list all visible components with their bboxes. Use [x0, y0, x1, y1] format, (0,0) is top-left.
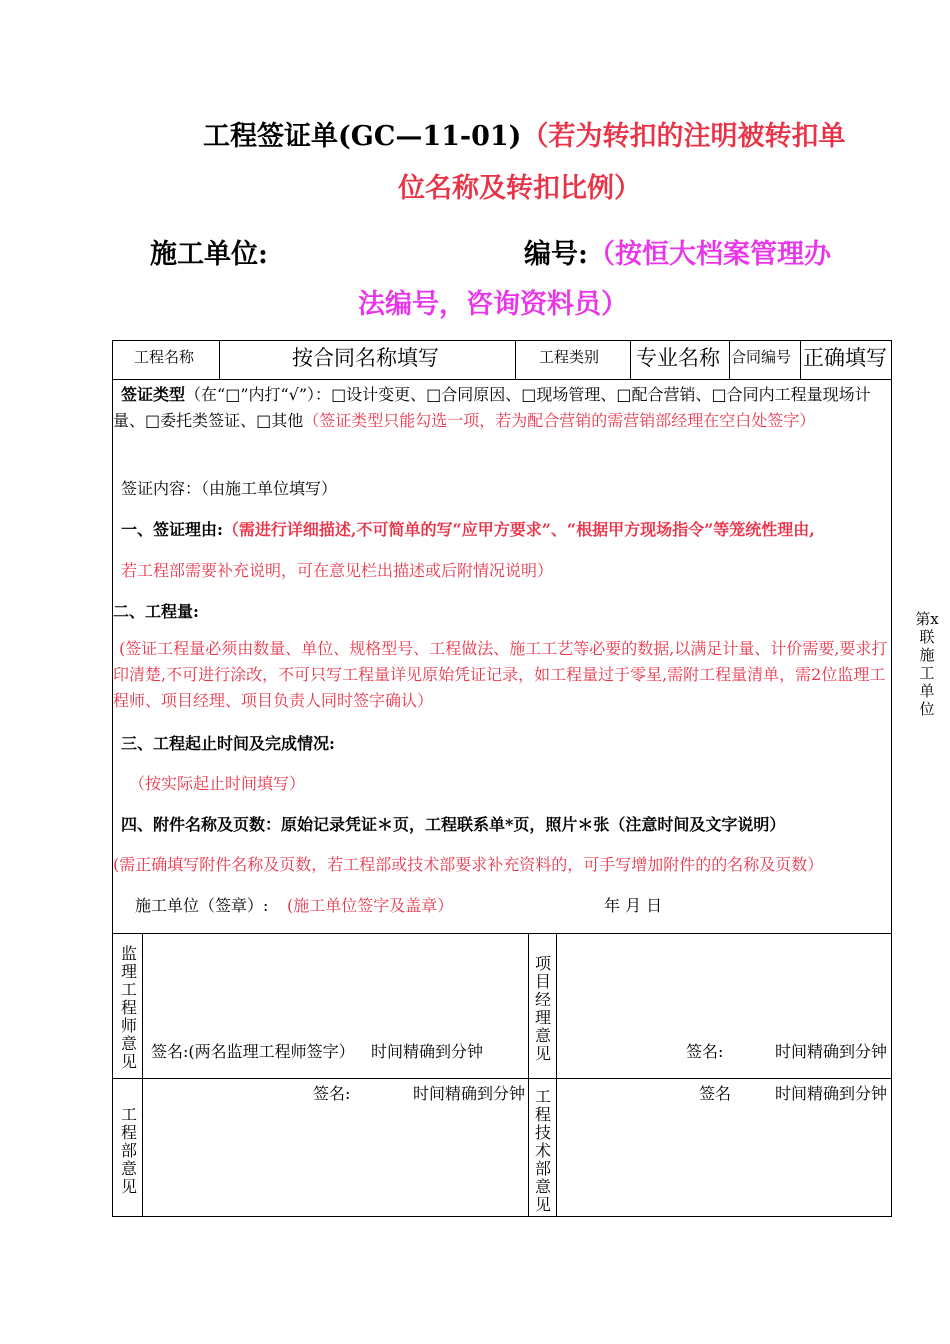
visa-type-label: 签证类型 — [121, 385, 186, 404]
project-manager-sign: 签名: — [686, 1042, 724, 1061]
supervisor-opinion-label: 监理工程师意见 — [120, 944, 137, 1071]
number-note-continued: 法编号，咨询资料员） — [358, 289, 628, 320]
quantity-label: 二、工程量: — [113, 602, 199, 621]
project-manager-time: 时间精确到分钟 — [775, 1042, 888, 1061]
construction-sign-note: (施工单位签字及盖章） — [287, 896, 454, 915]
attachments-note: (需正确填写附件名称及页数，若工程部或技术部要求补充资料的，可手写增加附件的的名称及页数） — [113, 855, 824, 874]
project-type-value: 专业名称 — [636, 346, 720, 370]
contract-no-value: 正确填写 — [803, 346, 887, 370]
table-border-top — [112, 340, 892, 341]
contract-no-label: 合同编号 — [731, 348, 792, 366]
col-divider — [528, 933, 529, 1217]
row-divider — [112, 1078, 892, 1079]
construction-unit-label: 施工单位: — [150, 239, 268, 270]
reason-note-continued: 若工程部需要补充说明，可在意见栏出描述或后附情况说明） — [121, 561, 554, 580]
reason-note: （需进行详细描述,不可简单的写“应甲方要求”、“根据甲方现场指令”等笼统性理由, — [222, 520, 815, 539]
row-divider — [112, 379, 892, 380]
schedule-note: （按实际起止时间填写） — [129, 774, 306, 793]
col-divider — [630, 340, 631, 380]
reason-label: 一、签证理由: — [121, 520, 223, 539]
title-note-continued: 位名称及转扣比例） — [398, 173, 641, 204]
project-name-label: 工程名称 — [134, 348, 195, 366]
visa-type-block — [113, 382, 891, 434]
document-number — [524, 232, 831, 271]
document-title — [203, 114, 845, 153]
supervisor-sign: 签名:(两名监理工程师签字） — [151, 1042, 355, 1061]
visa-type-instructions: （在“□”内打“√”）： — [185, 385, 332, 404]
attachments-label: 四、附件名称及页数：原始记录凭证＊页，工程联系单*页，照片＊张（注意时间及文字说明） — [121, 815, 786, 834]
table-border-left — [112, 340, 113, 1217]
tech-dept-opinion-label: 工程技术部意见 — [534, 1087, 551, 1214]
tech-dept-sign: 签名 — [699, 1084, 732, 1103]
project-manager-opinion-label: 项目经理意见 — [534, 954, 551, 1063]
col-divider — [729, 340, 730, 380]
number-note: （按恒大档案管理办 — [587, 239, 831, 270]
title-main: 工程签证单(GC—11-01) — [203, 121, 522, 152]
col-divider — [515, 340, 516, 380]
construction-sign-label: 施工单位（签章）: — [135, 896, 269, 915]
visa-type-note: （签证类型只能勾选一项，若为配合营销的需营销部经理在空白处签字） — [303, 411, 816, 430]
number-label: 编号: — [524, 239, 588, 270]
visa-type-options: □设计变更、□合同原因、□现场管理、□配合营销、□合同内工程量现场计量、□委托类签证、□其他 — [113, 385, 871, 430]
project-name-value: 按合同名称填写 — [292, 346, 439, 370]
reason-line — [121, 517, 815, 540]
content-intro: 签证内容：（由施工单位填写） — [121, 479, 338, 498]
schedule-label: 三、工程起止时间及完成情况: — [121, 734, 335, 753]
tech-dept-time: 时间精确到分钟 — [775, 1084, 888, 1103]
table-border-bottom — [112, 1216, 892, 1217]
copy-designation: 第x联施工单位 — [915, 610, 939, 718]
col-divider — [219, 340, 220, 380]
engineering-time: 时间精确到分钟 — [413, 1084, 526, 1103]
table-border-right — [891, 340, 892, 1217]
quantity-note-text: (签证工程量必须由数量、单位、规格型号、工程做法、施工工艺等必要的数据,以满足计量、计价需要,要求打印清楚,不可进行涂改，不可只写工程量详见原始凭证记录，如工程量过于零星,需附工程量清单，需2位监理工程师、项目经理、项目负责人同时签字确认） — [113, 639, 888, 710]
engineering-opinion-label: 工程部意见 — [120, 1105, 137, 1196]
engineering-sign: 签名: — [313, 1084, 351, 1103]
col-divider — [556, 933, 557, 1217]
supervisor-time: 时间精确到分钟 — [371, 1042, 484, 1061]
title-note: （若为转扣的注明被转扣单 — [521, 121, 846, 152]
col-divider — [142, 933, 143, 1217]
row-divider — [112, 933, 892, 934]
col-divider — [800, 340, 801, 380]
quantity-note — [113, 636, 891, 714]
sign-date: 年 月 日 — [604, 896, 663, 915]
project-type-label: 工程类别 — [539, 348, 600, 366]
